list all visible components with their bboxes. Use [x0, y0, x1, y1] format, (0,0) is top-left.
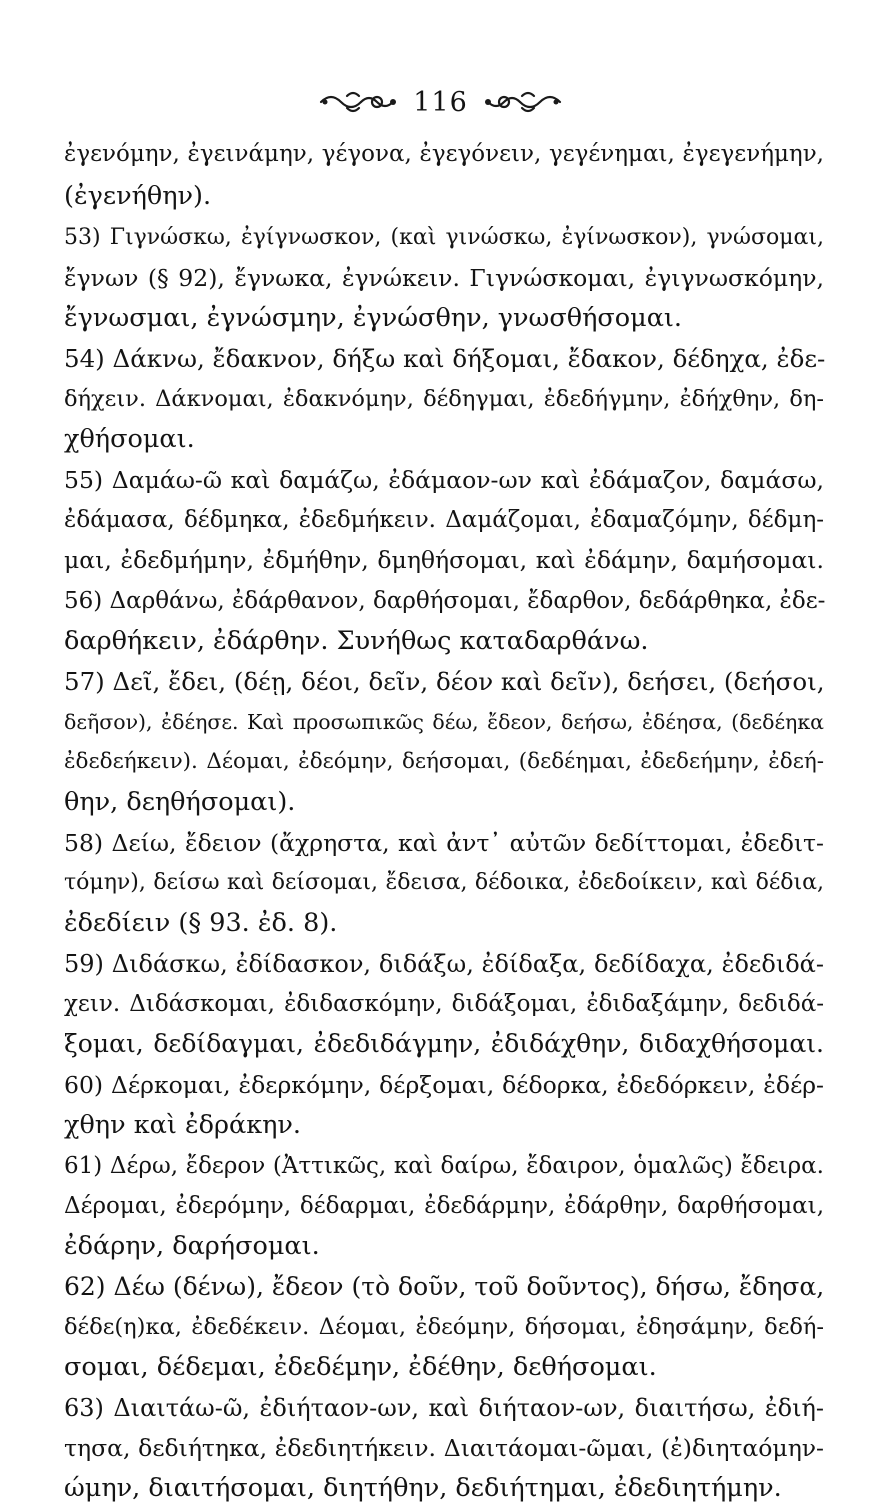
text-line: ἔγνων (§ 92), ἔγνωκα, ἐγνώκειν. Γιγνώσκομαι, ἐγιγνωσκόμην,: [64, 264, 824, 292]
text-line: ξομαι, δεδίδαγμαι, ἐδεδιδάγμην, ἐδιδάχθην, διδαχθήσομαι.: [64, 1029, 824, 1058]
text-line: 61) Δέρω, ἔδερον (Ἀττικῶς, καὶ δαίρω, ἔδαιρον, ὁμαλῶς) ἔδειρα.: [64, 1153, 824, 1179]
text-line: 54) Δάκνω, ἔδακνον, δήξω καὶ δήξομαι, ἔδακον, δέδηχα, ἐδε-: [64, 344, 826, 373]
text-line: 56) Δαρθάνω, ἐδάρθανον, δαρθήσομαι, ἔδαρθον, δεδάρθηκα, ἐδε-: [64, 588, 826, 614]
text-line: δαρθήκειν, ἐδάρθην. Συνήθως καταδαρθάνω.: [64, 626, 649, 656]
text-line: δήχειν. Δάκνομαι, ἐδακνόμην, δέδηγμαι, ἐδεδήγμην, ἐδήχθην, δη-: [64, 386, 824, 412]
text-line: ἐδεδίειν (§ 93. ἐδ. 8).: [64, 908, 338, 938]
text-line: 60) Δέρκομαι, ἐδερκόμην, δέρξομαι, δέδορκα, ἐδεδόρκειν, ἐδέρ-: [64, 1071, 824, 1099]
fleuron-right-icon: [482, 88, 564, 116]
text-line: 55) Δαμάω-ῶ καὶ δαμάζω, ἐδάμαον-ων καὶ ἐδάμαζον, δαμάσω,: [64, 466, 824, 494]
text-line: σομαι, δέδεμαι, ἐδεδέμην, ἐδέθην, δεθήσομαι.: [64, 1352, 657, 1382]
text-line: δέδε(η)κα, ἐδεδέκειν. Δέομαι, ἐδεόμην, δήσομαι, ἐδησάμην, δεδή-: [64, 1314, 824, 1340]
text-line: τησα, δεδιήτηκα, ἐδεδιητήκειν. Διαιτάομαι-ῶμαι, (ἐ)διηταόμην-: [64, 1434, 824, 1462]
text-line: θην, δεηθήσομαι).: [64, 787, 296, 817]
text-line: ἐδάρην, δαρήσομαι.: [64, 1231, 320, 1261]
fleuron-left-icon: [317, 88, 399, 116]
text-line: Δέρομαι, ἐδερόμην, δέδαρμαι, ἐδεδάρμην, ἐδάρθην, δαρθήσομαι,: [64, 1193, 824, 1219]
page-number: 116: [413, 86, 468, 118]
text-line: 57) Δεῖ, ἔδει, (δέῃ, δέοι, δεῖν, δέον καὶ δεῖν), δεήσει, (δεήσοι,: [64, 667, 825, 696]
text-line: 59) Διδάσκω, ἐδίδασκον, διδάξω, ἐδίδαξα, δεδίδαχα, ἐδεδιδά-: [64, 950, 824, 978]
text-line: 53) Γιγνώσκω, ἐγίγνωσκον, (καὶ γινώσκω, ἐγίνωσκον), γνώσομαι,: [64, 225, 824, 250]
text-line: χθήσομαι.: [64, 424, 195, 454]
text-line: χειν. Διδάσκομαι, ἐδιδασκόμην, διδάξομαι, ἐδιδαξάμην, δεδιδά-: [64, 991, 824, 1017]
text-line: (ἐγενήθην).: [64, 181, 212, 211]
page-header: [0, 82, 881, 122]
text-line: μαι, ἐδεδμήμην, ἐδμήθην, δμηθήσομαι, καὶ ἐδάμην, δαμήσομαι.: [64, 546, 824, 574]
text-line: ἐδεδεήκειν). Δέομαι, ἐδεόμην, δεήσομαι, (δεδέημαι, ἐδεδεήμην, ἐδεή-: [64, 749, 824, 774]
text-line: ἔγνωσμαι, ἐγνώσμην, ἐγνώσθην, γνωσθήσομαι.: [64, 303, 683, 333]
text-line: ἐγενόμην, ἐγεινάμην, γέγονα, ἐγεγόνειν, γεγένημαι, ἐγεγενήμην,: [64, 141, 824, 167]
text-line: τόμην), δείσω καὶ δείσομαι, ἔδεισα, δέδοικα, ἐδεδοίκειν, καὶ δέδια,: [64, 870, 824, 895]
text-line: 63) Διαιτάω-ῶ, ἐδιήταον-ων, καὶ διήταον-ων, διαιτήσω, ἐδιή-: [64, 1394, 824, 1422]
text-line: δεῆσον), ἐδέησε. Καὶ προσωπικῶς δέω, ἔδεον, δεήσω, ἐδέησα, (δεδέηκα: [64, 710, 824, 734]
text-line: ώμην, διαιτήσομαι, διητήθην, δεδιήτημαι, ἐδεδιητήμην.: [64, 1473, 782, 1503]
text-line: χθην καὶ ἐδράκην.: [64, 1110, 302, 1140]
text-line: ἐδάμασα, δέδμηκα, ἐδεδμήκειν. Δαμάζομαι, ἐδαμαζόμην, δέδμη-: [64, 507, 824, 533]
text-line: 62) Δέω (δένω), ἔδεον (τὸ δοῦν, τοῦ δοῦντος), δήσω, ἔδησα,: [64, 1272, 825, 1301]
text-line: 58) Δείω, ἔδειον (ἄχρηστα, καὶ ἀντ᾽ αὐτῶν δεδίττομαι, ἐδεδιτ-: [64, 829, 824, 857]
